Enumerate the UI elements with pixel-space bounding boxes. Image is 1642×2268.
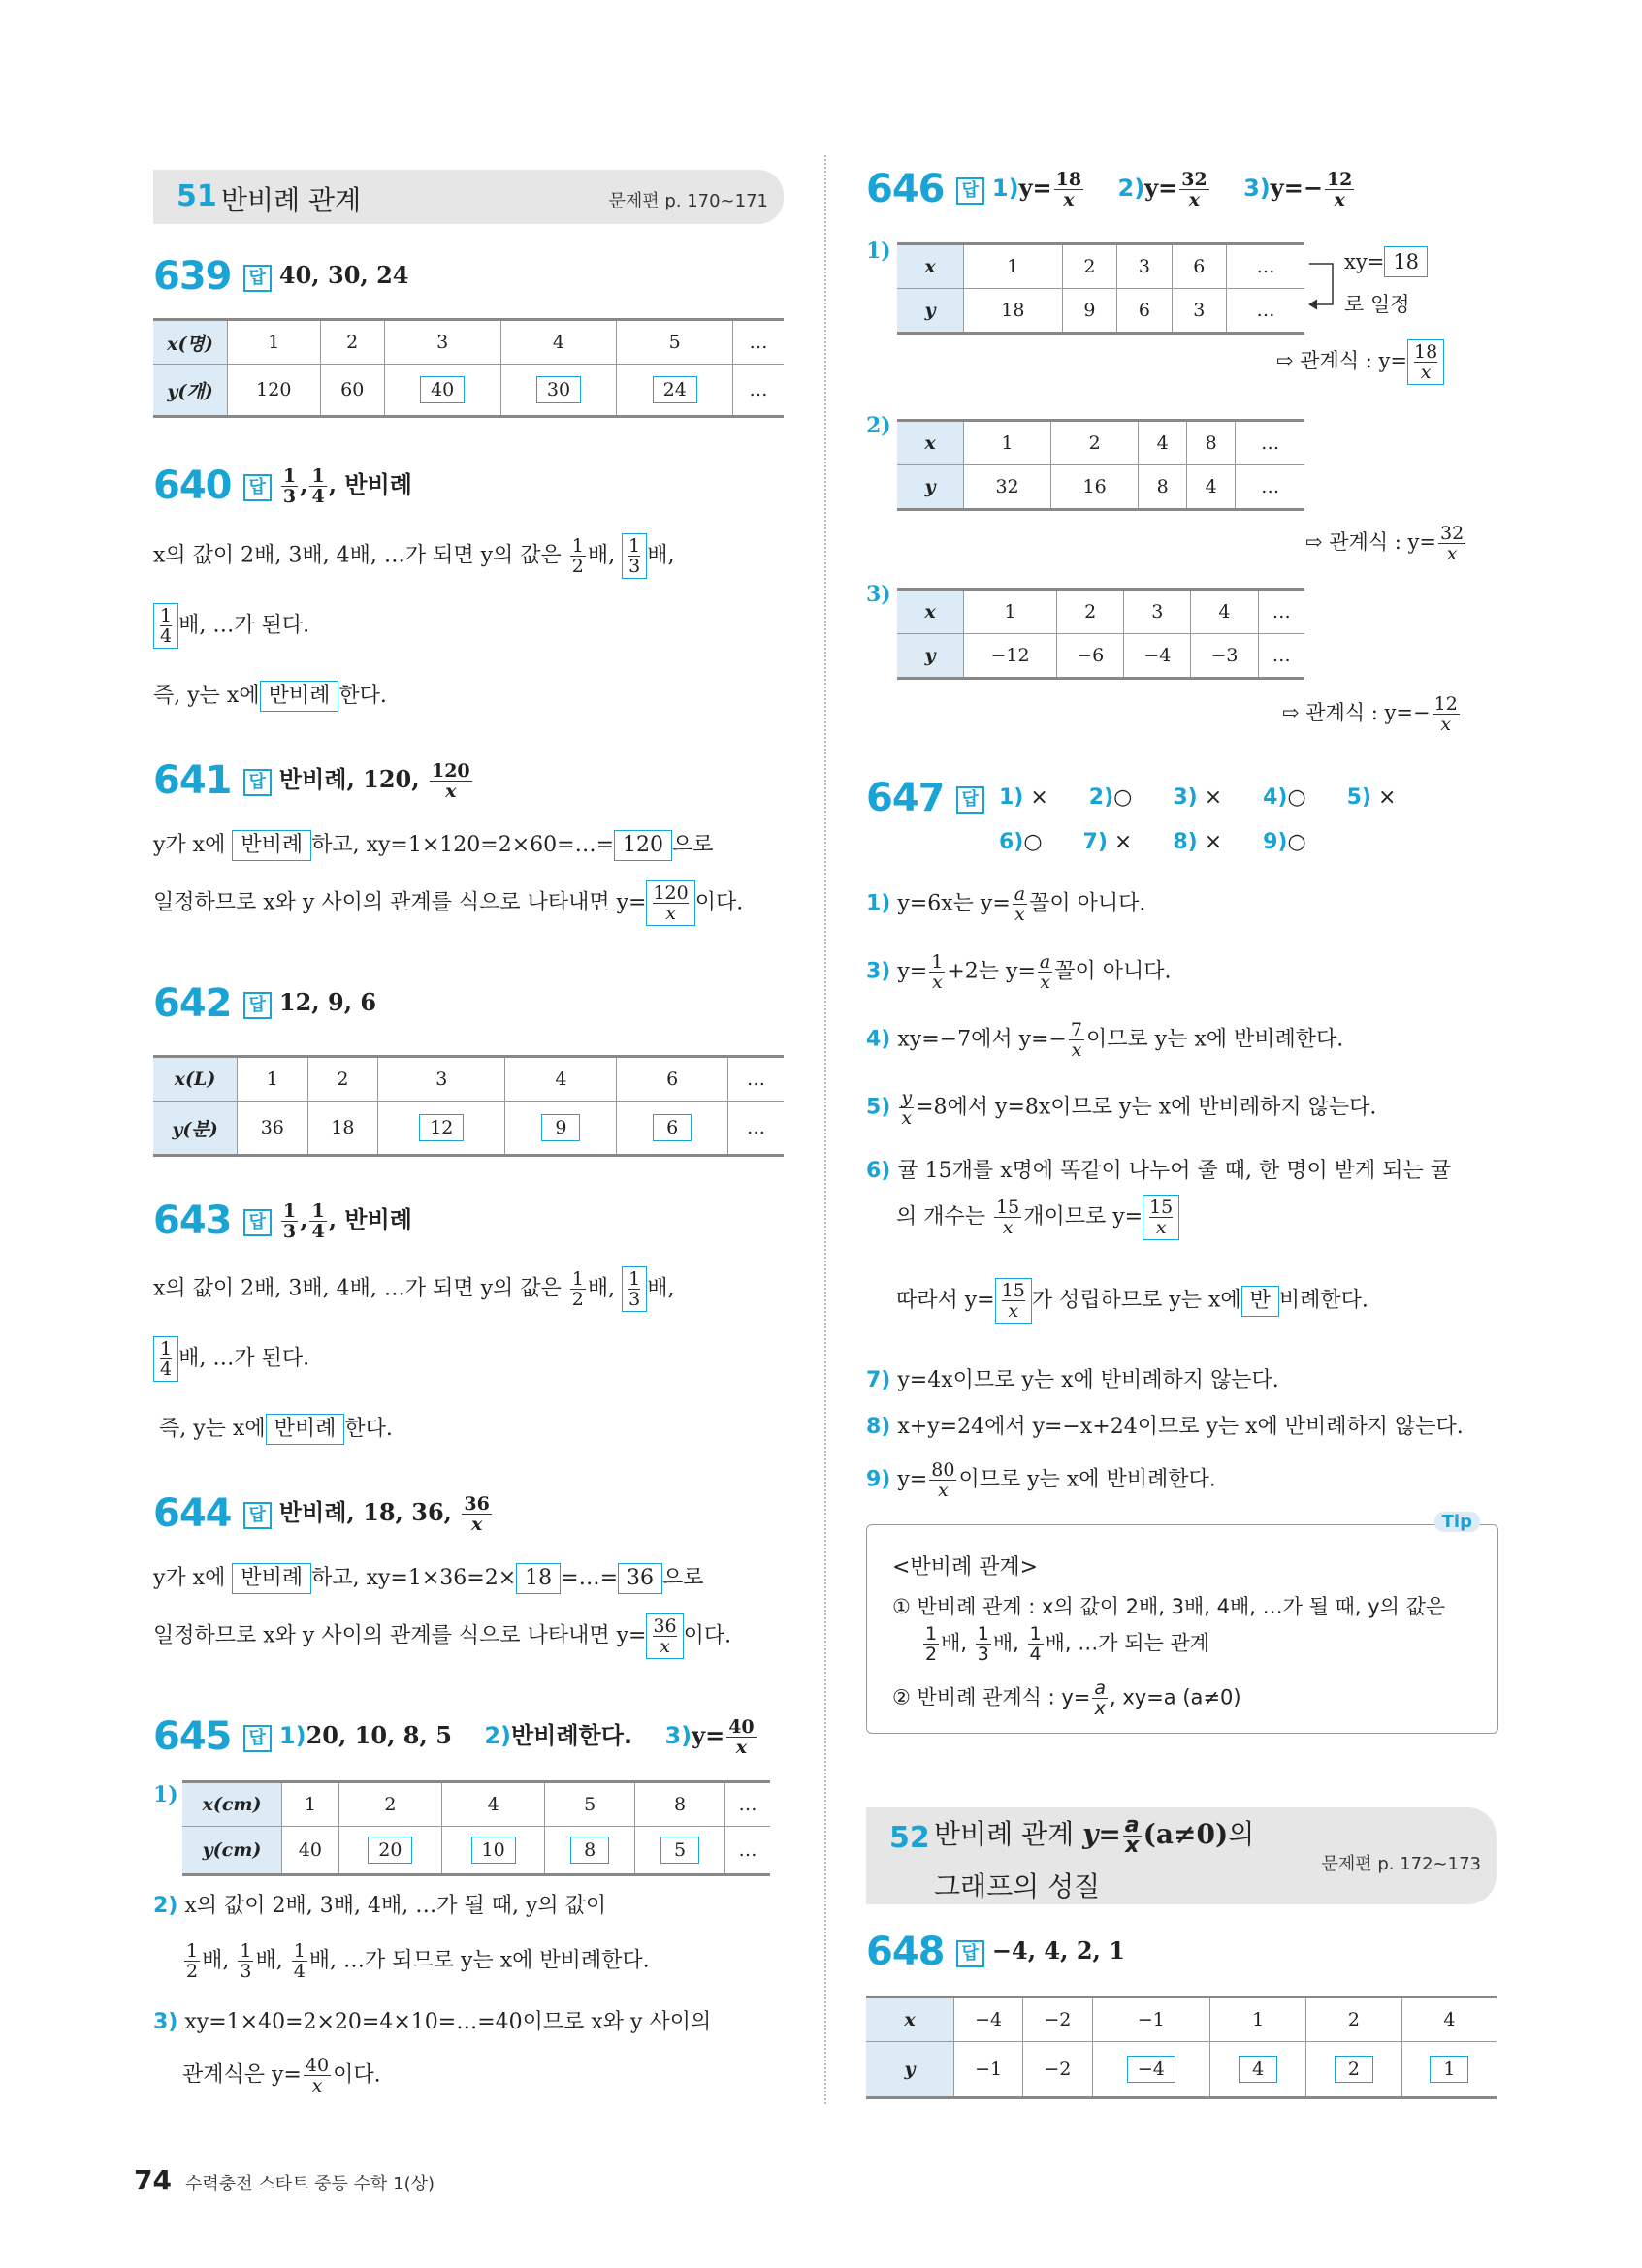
table-cell: 4 — [505, 1057, 617, 1102]
table-cell: 3 — [378, 1057, 505, 1102]
answer-text: 1)y= $\frac{18}{x}$ 2)y= $\frac{32}{x}$ 3)y=− $\frac{12}{x}$ — [991, 169, 1353, 210]
problem-number: 647 — [866, 776, 945, 820]
table-header-cell: x — [866, 1997, 954, 2042]
tip-badge: Tip — [1434, 1512, 1480, 1532]
solution-line: 관계식은 y= $\frac{40}{x}$ 이다. — [182, 2055, 381, 2096]
table-cell: 5 — [617, 320, 733, 365]
answer-text: 반비례, 18, 36, $\frac{36}{x}$ — [278, 1493, 490, 1535]
table-cell: −6 — [1057, 634, 1124, 679]
table-header-cell: x — [897, 244, 964, 289]
problem-number: 644 — [153, 1491, 232, 1536]
answer-tag: 답 — [956, 786, 984, 814]
table-cell-answer — [505, 1102, 617, 1156]
answer-box: 9 — [541, 1114, 580, 1141]
table-642 — [153, 1055, 784, 1157]
table-cell: 40 — [282, 1827, 339, 1875]
table-646-3 — [897, 588, 1304, 680]
table-row — [153, 1057, 784, 1102]
table-cell: 8 — [1139, 465, 1187, 510]
section-51-header — [153, 170, 784, 224]
answer-text: 12, 9, 6 — [278, 988, 377, 1016]
problem-645-heading — [153, 1714, 758, 1759]
table-cell: 3 — [1172, 289, 1226, 334]
explanation-line: 5) $\frac{y}{x}$ =8에서 y=8x이므로 y는 x에 반비례하지 않는다. — [866, 1087, 1377, 1129]
answer-list-row2: 6)○ 7) × 8) × 9)○ — [999, 830, 1306, 854]
answer-text: 반비례, 120, $\frac{120}{x}$ — [278, 760, 470, 802]
answer-box: $\frac{1}{3}$ — [622, 533, 647, 579]
table-cell: 18 — [964, 289, 1063, 334]
table-cell: 4 — [1401, 1997, 1497, 2042]
answer-box: $\frac{120}{x}$ — [646, 880, 694, 926]
answer-tag: 답 — [243, 1209, 272, 1236]
problem-number: 640 — [153, 463, 232, 508]
bracket-arrow-icon — [1307, 260, 1340, 310]
section-page-ref: 문제편 p. 172~173 — [1321, 1854, 1481, 1874]
table-cell-answer — [1401, 2042, 1497, 2098]
table-cell: 1 — [238, 1057, 308, 1102]
table-cell: … — [1236, 421, 1304, 465]
answer-box: $\frac{15}{x}$ — [995, 1278, 1032, 1324]
solution-line: x의 값이 2배, 3배, 4배, …가 되면 y의 값은 $\frac{1}{2}$ 배, $\frac{1}{3}$배, — [153, 535, 675, 577]
problem-643-heading — [153, 1198, 412, 1243]
answer-tag: 답 — [243, 1725, 272, 1752]
table-header-cell: x — [897, 590, 964, 634]
table-row — [866, 1997, 1497, 2042]
problem-number: 646 — [866, 167, 945, 211]
explanation-line: 6) 귤 15개를 x명에 똑같이 나누어 줄 때, 한 명이 받게 되는 귤 — [866, 1159, 1451, 1183]
section-title: 반비례 관계 y= $\frac{a}{x}$ (a≠0)의 — [934, 1812, 1255, 1858]
solution-line: 즉, y는 x에 반비례 한다. — [153, 679, 387, 712]
table-cell: 4 — [1187, 465, 1236, 510]
table-header-cell: y(cm) — [182, 1827, 282, 1875]
explanation-line: 4) xy=−7에서 y=− $\frac{7}{x}$ 이므로 y는 x에 반비례한다. — [866, 1019, 1344, 1061]
table-row — [153, 320, 784, 365]
table-cell: … — [1227, 244, 1304, 289]
table-cell-answer — [378, 1102, 505, 1156]
explanation-line: 의 개수는 $\frac{15}{x}$ 개이므로 y= $\frac{15}{x}$ — [896, 1195, 1179, 1240]
table-cell: 18 — [307, 1102, 378, 1156]
problem-646-heading — [866, 167, 1356, 211]
table-cell: … — [725, 1782, 770, 1827]
table-cell: … — [1236, 465, 1304, 510]
solution-line: 일정하므로 x와 y 사이의 관계를 식으로 나타내면 y= $\frac{120}{x}$이다. — [153, 882, 744, 924]
problem-647-heading — [866, 776, 992, 820]
table-header-cell: y — [897, 465, 964, 510]
answer-box: $\frac{18}{x}$ — [1407, 339, 1444, 385]
table-646-2 — [897, 419, 1304, 511]
answer-box: 12 — [419, 1114, 464, 1141]
table-cell: 1 — [282, 1782, 339, 1827]
table-cell: 1 — [228, 320, 321, 365]
answer-box: 1 — [1430, 2056, 1468, 2083]
tip-line: $\frac{1}{2}$ 배, $\frac{1}{3}$ 배, $\frac{1}{4}$ 배, …가 되는 관계 — [925, 1623, 1210, 1665]
table-cell-answer — [635, 1827, 725, 1875]
table-cell: 2 — [320, 320, 384, 365]
tip-box — [866, 1512, 1498, 1734]
table-cell: 4 — [1139, 421, 1187, 465]
table-row — [866, 2042, 1497, 2098]
solution-line: x의 값이 2배, 3배, 4배, …가 되면 y의 값은 $\frac{1}{2}$ 배, $\frac{1}{3}$배, — [153, 1268, 675, 1310]
table-cell: 2 — [307, 1057, 378, 1102]
problem-648-heading — [866, 1930, 1125, 1974]
answer-box: 2 — [1335, 2056, 1373, 2083]
solution-line: 3) xy=1×40=2×20=4×10=…=40이므로 x와 y 사이의 — [153, 2010, 712, 2034]
table-cell: … — [728, 1102, 784, 1156]
table-cell: 2 — [1051, 421, 1139, 465]
table-cell: −4 — [1124, 634, 1191, 679]
problem-640-heading — [153, 463, 412, 508]
table-header-cell: y — [897, 634, 964, 679]
answer-box: 40 — [420, 376, 465, 403]
answer-box: 반 — [1241, 1286, 1279, 1317]
relation-line: ⇨ 관계식 : y= $\frac{32}{x}$ — [1305, 523, 1465, 564]
column-divider — [824, 155, 826, 2104]
table-cell: 16 — [1051, 465, 1139, 510]
table-639 — [153, 318, 784, 418]
table-cell: 32 — [964, 465, 1051, 510]
solution-line: $\frac{1}{4}$배, …가 된다. — [153, 1336, 309, 1382]
table-cell-answer — [1092, 2042, 1210, 2098]
table-cell: 60 — [320, 365, 384, 417]
table-cell-answer — [545, 1827, 635, 1875]
table-cell-answer — [617, 1102, 728, 1156]
table-645 — [182, 1780, 770, 1876]
problem-number: 641 — [153, 758, 232, 803]
relation-line: ⇨ 관계식 : y=− $\frac{12}{x}$ — [1282, 693, 1458, 735]
annotation: 로 일정 — [1344, 293, 1410, 316]
sub-label: 2) — [866, 413, 891, 438]
table-cell: 6 — [1172, 244, 1226, 289]
answer-box: $\frac{1}{3}$ — [622, 1266, 647, 1312]
table-row — [182, 1782, 770, 1827]
answer-tag: 답 — [243, 992, 272, 1019]
table-cell: 9 — [1062, 289, 1116, 334]
answer-box: $\frac{15}{x}$ — [1143, 1195, 1179, 1240]
answer-tag: 답 — [243, 265, 272, 292]
answer-tag: 답 — [956, 1940, 984, 1967]
table-header-cell: x(cm) — [182, 1782, 282, 1827]
table-cell: 1 — [1210, 1997, 1306, 2042]
table-row — [897, 244, 1304, 289]
annotation: xy= 18 — [1344, 246, 1428, 277]
table-cell: … — [1227, 289, 1304, 334]
table-cell-answer — [500, 365, 617, 417]
table-cell: −2 — [1023, 2042, 1092, 2098]
table-header-cell: y — [897, 289, 964, 334]
table-row — [153, 365, 784, 417]
solution-line: 즉, y는 x에 반비례 한다. — [159, 1412, 393, 1445]
book-title: 수력충전 스타트 중등 수학 1(상) — [184, 2174, 435, 2194]
table-row — [897, 465, 1304, 510]
answer-text: $\frac{1}{3}$ , $\frac{1}{4}$ , 반비례 — [282, 465, 412, 507]
table-header-cell: x — [897, 421, 964, 465]
answer-box: 5 — [660, 1837, 699, 1864]
explanation-line: 9) y= $\frac{80}{x}$ 이므로 y는 x에 반비례한다. — [866, 1459, 1216, 1501]
table-row — [897, 590, 1304, 634]
table-cell: 8 — [635, 1782, 725, 1827]
answer-box: 반비례 — [232, 830, 311, 861]
table-cell: 3 — [384, 320, 500, 365]
table-cell: −1 — [1092, 1997, 1210, 2042]
answer-text: −4, 4, 2, 1 — [991, 1936, 1125, 1965]
table-cell: 4 — [500, 320, 617, 365]
page-number: 74 — [134, 2164, 172, 2196]
table-row — [897, 634, 1304, 679]
solution-line: 2) x의 값이 2배, 3배, 4배, …가 될 때, y의 값이 — [153, 1894, 607, 1918]
answer-box: 4 — [1239, 2056, 1277, 2083]
relation-line: ⇨ 관계식 : y= $\frac{18}{x}$ — [1276, 339, 1444, 385]
answer-box: 6 — [653, 1114, 692, 1141]
table-cell-answer — [384, 365, 500, 417]
solution-line: 일정하므로 x와 y 사이의 관계를 식으로 나타내면 y= $\frac{36}{x}$이다. — [153, 1615, 732, 1657]
table-cell-answer — [338, 1827, 441, 1875]
table-cell: 2 — [1057, 590, 1124, 634]
tip-title: <반비례 관계> — [892, 1555, 1039, 1580]
table-648 — [866, 1996, 1497, 2099]
table-cell: 1 — [964, 244, 1063, 289]
table-header-cell: x(L) — [153, 1057, 238, 1102]
table-cell-answer — [1210, 2042, 1306, 2098]
table-cell: 36 — [238, 1102, 308, 1156]
section-subtitle: 그래프의 성질 — [934, 1870, 1101, 1902]
answer-text: 1)20, 10, 8, 5 2)반비례한다. 3)y= $\frac{40}{x}$ — [278, 1716, 755, 1758]
problem-639-heading — [153, 254, 409, 299]
table-cell: … — [1258, 590, 1304, 634]
table-cell: −3 — [1191, 634, 1258, 679]
problem-642-heading — [153, 981, 376, 1026]
problem-644-heading — [153, 1491, 494, 1536]
answer-text: 40, 30, 24 — [278, 261, 409, 289]
table-cell: 6 — [1117, 289, 1172, 334]
problem-641-heading — [153, 758, 474, 803]
answer-box: 120 — [614, 830, 672, 861]
problem-number: 639 — [153, 254, 232, 299]
table-cell: 1 — [964, 590, 1057, 634]
answer-box: $\frac{1}{4}$ — [153, 1336, 178, 1382]
table-cell: −12 — [964, 634, 1057, 679]
table-646-1 — [897, 242, 1304, 335]
explanation-line: 따라서 y= $\frac{15}{x}$가 성립하므로 y는 x에 반 비례한다. — [896, 1280, 1368, 1322]
page-footer — [134, 2164, 435, 2196]
table-cell: 2 — [1062, 244, 1116, 289]
table-cell: 120 — [228, 365, 321, 417]
answer-box: $\frac{1}{4}$ — [153, 603, 178, 649]
sub-label: 3) — [866, 582, 891, 607]
table-cell-answer — [441, 1827, 544, 1875]
table-cell: 4 — [441, 1782, 544, 1827]
tip-line: ① 반비례 관계 : x의 값이 2배, 3배, 4배, …가 될 때, y의 값은 — [892, 1595, 1446, 1618]
answer-text: $\frac{1}{3}$ , $\frac{1}{4}$ , 반비례 — [282, 1200, 412, 1242]
sub-label: 1) — [153, 1782, 178, 1807]
table-cell: 4 — [1191, 590, 1258, 634]
table-cell: … — [733, 365, 784, 417]
problem-number: 643 — [153, 1198, 232, 1243]
explanation-line: 7) y=4x이므로 y는 x에 반비례하지 않는다. — [866, 1368, 1279, 1392]
answer-box: 8 — [570, 1837, 609, 1864]
answer-box: 20 — [368, 1837, 412, 1864]
answer-tag: 답 — [243, 769, 272, 796]
answer-box: 반비례 — [260, 681, 339, 712]
table-row — [182, 1827, 770, 1875]
solution-line: $\frac{1}{2}$ 배, $\frac{1}{3}$ 배, $\frac{1}{4}$ 배, …가 되므로 y는 x에 반비례한다. — [186, 1940, 650, 1982]
section-title: 반비례 관계 — [221, 184, 362, 216]
table-cell: 8 — [1187, 421, 1236, 465]
problem-number: 642 — [153, 981, 232, 1026]
table-row — [153, 1102, 784, 1156]
table-header-cell: y(분) — [153, 1102, 238, 1156]
answer-box: 반비례 — [266, 1414, 345, 1445]
section-number: 52 — [889, 1821, 930, 1855]
answer-box: $\frac{36}{x}$ — [646, 1613, 683, 1659]
table-cell: 5 — [545, 1782, 635, 1827]
table-cell: … — [733, 320, 784, 365]
table-row — [897, 289, 1304, 334]
table-cell-answer — [617, 365, 733, 417]
problem-number: 645 — [153, 1714, 232, 1759]
answer-tag: 답 — [243, 1502, 272, 1529]
answer-box: 24 — [653, 376, 697, 403]
solution-line: y가 x에 반비례 하고, xy=1×120=2×60=…= 120 으로 — [153, 828, 714, 861]
answer-tag: 답 — [956, 177, 984, 205]
section-number: 51 — [177, 179, 217, 213]
table-header-cell: x(명) — [153, 320, 228, 365]
table-cell: 3 — [1117, 244, 1172, 289]
table-cell: −4 — [954, 1997, 1023, 2042]
answer-box: 30 — [536, 376, 581, 403]
table-cell-answer — [1306, 2042, 1402, 2098]
table-cell: 6 — [617, 1057, 728, 1102]
sub-label: 1) — [866, 239, 891, 264]
table-cell: 2 — [1306, 1997, 1402, 2042]
explanation-line: 8) x+y=24에서 y=−x+24이므로 y는 x에 반비례하지 않는다. — [866, 1415, 1464, 1439]
table-cell: … — [1258, 634, 1304, 679]
table-cell: … — [725, 1827, 770, 1875]
answer-box: 반비례 — [232, 1563, 311, 1594]
answer-box: 18 — [1384, 246, 1428, 277]
table-header-cell: y(개) — [153, 365, 228, 417]
solution-line: y가 x에 반비례 하고, xy=1×36=2× 18 =…= 36 으로 — [153, 1561, 704, 1594]
table-header-cell: y — [866, 2042, 954, 2098]
table-cell: … — [728, 1057, 784, 1102]
section-52-header — [866, 1807, 1497, 1904]
answer-box: −4 — [1127, 2056, 1175, 2083]
answer-box: 36 — [618, 1563, 662, 1594]
tip-line: ② 반비례 관계식 : y= $\frac{a}{x}$ , xy=a (a≠0) — [892, 1677, 1241, 1719]
explanation-line: 1) y=6x는 y= $\frac{a}{x}$ 꼴이 아니다. — [866, 883, 1146, 925]
solution-line: $\frac{1}{4}$배, …가 된다. — [153, 603, 309, 649]
section-page-ref: 문제편 p. 170~171 — [608, 191, 768, 211]
table-row — [897, 421, 1304, 465]
table-cell: 2 — [338, 1782, 441, 1827]
problem-number: 648 — [866, 1930, 945, 1974]
explanation-line: 3) y= $\frac{1}{x}$ +2는 y= $\frac{a}{x}$ 꼴이 아니다. — [866, 951, 1172, 993]
table-cell: 1 — [964, 421, 1051, 465]
answer-tag: 답 — [243, 474, 272, 501]
answer-box: 10 — [471, 1837, 516, 1864]
table-cell: −2 — [1023, 1997, 1092, 2042]
table-cell: 3 — [1124, 590, 1191, 634]
answer-list-row1: 1) × 2)○ 3) × 4)○ 5) × — [999, 785, 1397, 810]
answer-box: 18 — [516, 1563, 561, 1594]
table-cell: −1 — [954, 2042, 1023, 2098]
